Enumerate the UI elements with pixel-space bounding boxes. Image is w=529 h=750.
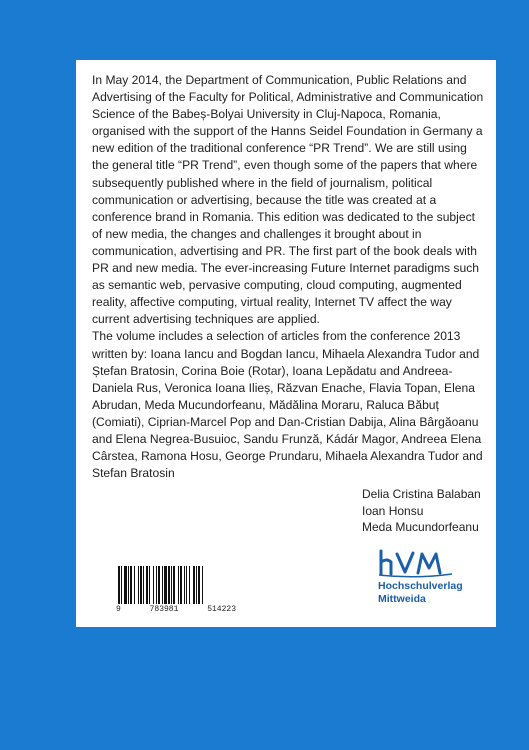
barcode-bar (193, 566, 195, 604)
barcode-bar (189, 566, 190, 604)
editors-list (362, 486, 481, 536)
barcode-bar (121, 566, 122, 604)
barcode-bar (196, 566, 197, 604)
publisher-name-line-1: Hochschulverlag (378, 580, 463, 592)
back-cover-panel (76, 60, 496, 627)
barcode-digit-group: 9 (116, 605, 121, 614)
barcode-icon (116, 566, 236, 604)
barcode-bar (171, 566, 172, 604)
barcode-bar (180, 566, 182, 604)
blurb (92, 72, 487, 482)
barcode-bar (140, 566, 142, 604)
barcode-bar (130, 566, 132, 604)
hvm-monogram-icon (378, 548, 454, 578)
barcode-bar (202, 566, 203, 604)
blurb-paragraph-2: The volume includes a selection of articles from the conference 2013 written by: Ioana Iancu and Bogdan Iancu, Mihaela Alexandra Tudor and Ștefan Bratosin, Corina Boie (Rotar), Ioana Lepădatu and Andreea-Daniela Rus, Veronica Ioana Ilieș, Răzvan Enache, Flavia Topan, Elena Abrudan, Meda Mucundorfeanu, Mădălina Moraru, Raluca Băbuț (Comiati), Ciprian-Marcel Pop and Dan-Cristian Dabija, Alina Bârgăoanu and Elena Negrea-Busuioc, Sandu Frunză, Kádár Magor, Andreea Elena Cârstea, Ramona Hosu, George Prundaru, Mihaela Alexandra Tudor and Stefan Bratosin (92, 329, 483, 481)
barcode-bar (134, 566, 135, 604)
editor-name: Delia Cristina Balaban (362, 487, 481, 501)
barcode-bar (173, 566, 175, 604)
barcode-bar (138, 566, 139, 604)
barcode-bar (198, 566, 200, 604)
blurb-paragraph-1: In May 2014, the Department of Communication, Public Relations and Advertising of the Faculty for Political, Administrative and Communication Science of the Babeș-Bolyai University in Cluj-Napoca, Romania, organised with the support of the Hanns Seidel Foundation in Germany a new edition of the traditional conference “PR Trend”. We are still using the general title “PR Trend”, even though some of the papers that where subsequently published where in the field of journalism, political communication or advertising, because the title was created at a conference brand in Romania. This edition was dedicated to the subject of new media, the changes and challenges it brought about in communication, advertising and PR. The first part of the book deals with PR and new media. The ever-increasing Future Internet paradigms such as semantic web, pervasive computing, cloud computing, augmented reality, affective computing, virtual reality, Internet TV affect the way current advertising techniques are applied. (92, 73, 484, 327)
barcode-bar (149, 566, 150, 604)
barcode-bar (118, 566, 120, 604)
barcode-bar (124, 566, 127, 604)
publisher-logo (378, 548, 468, 616)
publisher-name-line-2: Mittweida (378, 593, 426, 605)
barcode-bar (168, 566, 170, 604)
barcode-digits (116, 605, 236, 614)
barcode-digit-group: 514223 (207, 605, 236, 614)
barcode-bar (178, 566, 179, 604)
barcode-bar (186, 566, 187, 604)
barcode-bar (164, 566, 167, 604)
barcode-bar (158, 566, 160, 604)
barcode-bar (162, 566, 163, 604)
barcode-digit-group: 783981 (149, 605, 179, 614)
barcode-bar (156, 566, 157, 604)
barcode-bar (153, 566, 154, 604)
editor-name: Ioan Honsu (362, 503, 424, 518)
barcode-bar (184, 566, 185, 604)
barcode-bar (128, 566, 129, 604)
barcode-bar (146, 566, 148, 604)
isbn-barcode (116, 566, 236, 614)
barcode-bar (143, 566, 144, 604)
editor-name: Meda Mucundorfeanu (362, 520, 479, 534)
